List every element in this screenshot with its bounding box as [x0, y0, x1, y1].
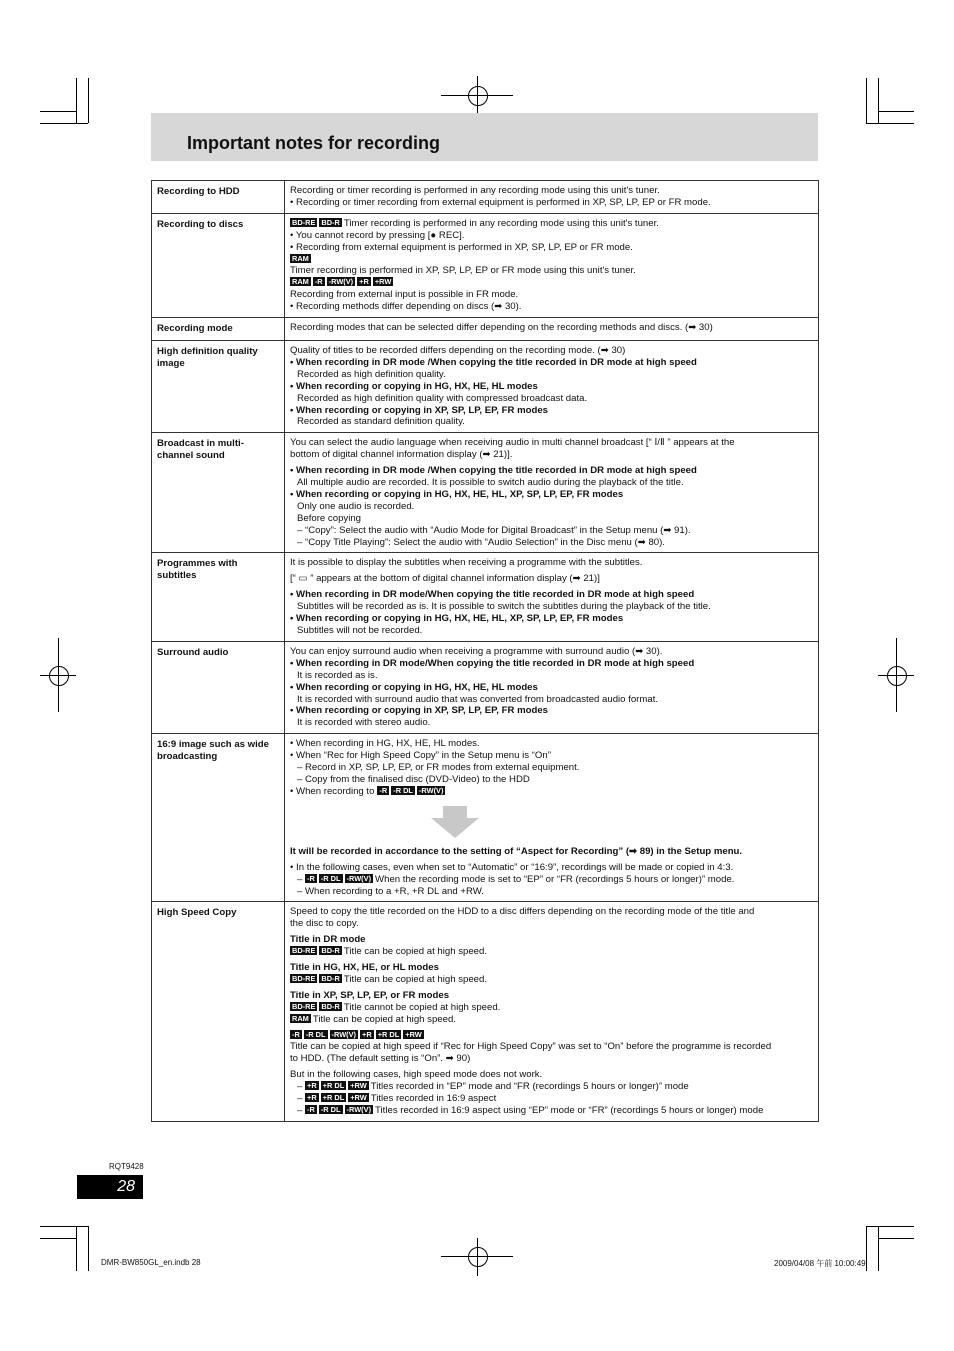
doc-code: RQT9428: [109, 1162, 144, 1171]
text-line: [290, 289, 813, 301]
line-text: Speed to copy the title recorded on the HDD to a disc differs depending on the recording mode of the title and: [290, 906, 755, 918]
crop-mark: [878, 78, 879, 123]
row-content: [285, 902, 819, 1122]
line-text: It will be recorded in accordance to the setting of “Aspect for Recording” (➡ 89) in the Setup menu.: [290, 845, 743, 857]
disc-badge: BD-RE: [292, 217, 316, 227]
line-text: Before copying: [297, 512, 361, 524]
text-line: [290, 1081, 813, 1093]
text-line: [290, 322, 813, 334]
crop-mark: [40, 123, 88, 124]
disc-badge: -RW(V): [418, 785, 444, 795]
text-line: [290, 738, 813, 750]
line-text: • When recording or copying in HG, HX, HE, HL modes: [290, 380, 538, 392]
text-line: [290, 658, 813, 670]
line-text: bottom of digital channel information display (➡ 21)].: [290, 449, 513, 461]
row-label: High Speed Copy: [152, 902, 285, 1122]
text-line: [290, 862, 813, 874]
text-line: [290, 990, 813, 1002]
line-text: Titles recorded in “EP” mode and “FR (recordings 5 hours or longer)” mode: [370, 1081, 689, 1093]
text-line: [290, 265, 813, 277]
line-text: • You cannot record by pressing [● REC].: [290, 229, 465, 241]
crop-mark: [878, 1226, 879, 1271]
text-line: [290, 1053, 813, 1065]
text-line: [290, 1030, 813, 1042]
disc-badge: +R DL: [322, 1093, 345, 1103]
row-label: Recording mode: [152, 318, 285, 341]
text-line: [290, 416, 813, 428]
line-text: – “Copy Title Playing”: Select the audio with “Audio Selection” in the Disc menu (➡ 80).: [297, 536, 665, 548]
text-line: [290, 381, 813, 393]
row-content: [285, 213, 819, 317]
line-text: Recording or timer recording is performed in any recording mode using this unit's tuner.: [290, 185, 660, 196]
table-row: [152, 553, 819, 641]
text-line: [290, 369, 813, 381]
line-text: It is possible to display the subtitles when receiving a programme with the subtitles.: [290, 557, 643, 569]
text-line: [290, 846, 813, 858]
text-line: [290, 301, 813, 313]
line-text: • Recording from external equipment is performed in XP, SP, LP, EP or FR mode.: [290, 241, 633, 253]
text-line: [290, 1105, 813, 1117]
line-prefix: –: [297, 1105, 306, 1116]
table-row: [152, 213, 819, 317]
line-text: It is recorded with stereo audio.: [297, 717, 431, 729]
row-label: Programmes with subtitles: [152, 553, 285, 641]
line-text: [“ ▭ ” appears at the bottom of digital channel information display (➡ 21)]: [290, 573, 600, 585]
text-line: [290, 694, 813, 706]
text-line: [290, 625, 813, 637]
registration-circle: [468, 86, 488, 106]
disc-badge: -R: [307, 873, 315, 883]
disc-badge: BD-R: [321, 946, 340, 956]
line-text: • Recording methods differ depending on discs (➡ 30).: [290, 301, 522, 313]
text-line: [290, 405, 813, 417]
text-line: [290, 786, 813, 798]
text-line: [290, 185, 813, 197]
line-text: Title can be copied at high speed.: [343, 946, 488, 958]
text-line: [290, 762, 813, 774]
line-text: – “Copy”: Select the audio with “Audio Mode for Digital Broadcast” in the Setup menu (➡ 91).: [297, 524, 691, 536]
text-line: [290, 1002, 813, 1014]
page-number: 28: [77, 1175, 143, 1199]
disc-badge: +R: [307, 1081, 317, 1091]
disc-badge: -RW(V): [346, 1105, 372, 1114]
row-label: High definition quality image: [152, 340, 285, 432]
line-text: It is recorded as is.: [297, 669, 378, 681]
disc-badge: -RW(V): [328, 277, 354, 287]
disc-badge: -R: [292, 1029, 300, 1039]
crop-mark: [88, 1226, 89, 1271]
disc-badge: -R: [307, 1105, 315, 1114]
text-line: [290, 393, 813, 405]
file-name: DMR-BW850GL_en.indb 28: [101, 1258, 201, 1267]
line-text: Title in XP, SP, LP, EP, or FR modes: [290, 989, 450, 1001]
text-line: [290, 646, 813, 658]
text-line: [290, 906, 813, 918]
text-line: [290, 717, 813, 729]
notes-table: [151, 180, 819, 1122]
text-line: [290, 1041, 813, 1053]
table-row: [152, 902, 819, 1122]
row-content: [285, 734, 819, 902]
crop-mark: [866, 1226, 914, 1227]
table-row: [152, 641, 819, 733]
text-line: [290, 477, 813, 489]
crop-mark: [76, 1226, 77, 1271]
line-text: • When recording or copying in HG, HX, HE, HL, XP, SP, LP, EP, FR modes: [290, 613, 624, 625]
text-line: [290, 682, 813, 694]
disc-badge: -RW(V): [331, 1029, 357, 1039]
text-line: [290, 197, 813, 209]
line-text: Quality of titles to be recorded differs depending on the recording mode. (➡ 30): [290, 344, 626, 356]
row-label: Surround audio: [152, 641, 285, 733]
disc-badge: -R DL: [305, 1029, 326, 1039]
row-content: [285, 553, 819, 641]
line-text: You can select the audio language when receiving audio in multi channel broadcast [“ Ⅰ/Ⅱ ” appears at the: [290, 437, 735, 449]
text-line: [290, 874, 813, 886]
line-text: • When recording in DR mode/When copying the title recorded in DR mode at high speed: [290, 589, 695, 601]
text-line: [290, 1093, 813, 1105]
line-prefix: –: [297, 1093, 306, 1105]
text-line: [290, 589, 813, 601]
crop-mark: [76, 78, 77, 123]
table-row: [152, 340, 819, 432]
row-content: [285, 340, 819, 432]
text-line: [290, 946, 813, 958]
disc-badge: +RW: [374, 277, 392, 287]
text-line: [290, 525, 813, 537]
line-text: Timer recording is performed in XP, SP, LP, EP or FR mode using this unit's tuner.: [290, 265, 636, 277]
line-prefix: –: [297, 1081, 306, 1093]
text-line: [290, 705, 813, 717]
line-text: – Record in XP, SP, LP, EP, or FR modes from external equipment.: [297, 762, 580, 774]
text-line: [290, 670, 813, 682]
text-line: [290, 1069, 813, 1081]
text-line: [290, 573, 813, 585]
row-content: [285, 181, 819, 214]
line-text: Title cannot be copied at high speed.: [343, 1001, 501, 1013]
line-text: • In the following cases, even when set to “Automatic” or “16:9”, recordings will be made or copied in 4:3.: [290, 861, 734, 873]
line-text: Recorded as high definition quality.: [297, 368, 446, 380]
text-line: [290, 918, 813, 930]
line-text: • When recording or copying in XP, SP, LP, EP, FR modes: [290, 404, 549, 416]
timestamp: 2009/04/08 午前 10:00:49: [774, 1259, 866, 1268]
line-text: Recorded as high definition quality with compressed broadcast data.: [297, 392, 588, 404]
line-text: • When recording in DR mode /When copying the title recorded in DR mode at high speed: [290, 465, 697, 477]
disc-badge: -R DL: [320, 873, 341, 883]
text-line: [290, 750, 813, 762]
disc-badge: BD-R: [321, 973, 340, 983]
line-text: Titles recorded in 16:9 aspect using “EP” mode or “FR” (recordings 5 hours or longer) mode: [375, 1105, 764, 1116]
line-text: • Recording or timer recording from external equipment is performed in XP, SP, LP, EP or FR mode.: [290, 196, 711, 208]
text-line: [290, 218, 813, 230]
disc-badge: +R: [362, 1029, 372, 1039]
disc-badge: BD-RE: [292, 1001, 316, 1011]
disc-badge: BD-RE: [292, 946, 316, 956]
text-line: [290, 774, 813, 786]
line-text: Title can be copied at high speed.: [312, 1013, 456, 1025]
text-line: [290, 613, 813, 625]
crop-mark: [866, 78, 867, 123]
line-text: Title in HG, HX, HE, or HL modes: [290, 962, 439, 974]
line-text: Title in DR mode: [290, 934, 366, 946]
line-text: Subtitles will be recorded as is. It is possible to switch the subtitles during the playback of the title.: [297, 601, 711, 613]
text-line: [290, 489, 813, 501]
disc-badge: +RW: [405, 1029, 422, 1039]
disc-badge: BD-R: [321, 217, 340, 227]
disc-badge: BD-RE: [292, 973, 316, 983]
line-text: Recording modes that can be selected differ depending on the recording methods and discs. (➡ 30): [290, 322, 713, 334]
text-line: [290, 886, 813, 898]
line-text: Only one audio is recorded.: [297, 500, 415, 512]
text-line: [290, 974, 813, 986]
table-row: [152, 433, 819, 553]
crop-mark: [40, 1238, 76, 1239]
line-text: Timer recording is performed in any recording mode using this unit's tuner.: [343, 217, 659, 229]
line-text: • When recording or copying in HG, HX, HE, HL modes: [290, 681, 538, 693]
text-line: [290, 1014, 813, 1026]
text-line: [290, 449, 813, 461]
down-arrow-icon: [290, 798, 813, 846]
text-line: [290, 230, 813, 242]
disc-badge: +RW: [350, 1081, 367, 1091]
line-text: • When recording in DR mode /When copying the title recorded in DR mode at high speed: [290, 356, 697, 368]
line-text: When the recording mode is set to “EP” or “FR (recordings 5 hours or longer)” mode.: [375, 873, 735, 885]
line-text: Title can be copied at high speed.: [343, 973, 488, 985]
registration-circle: [468, 1247, 488, 1267]
disc-badge: RAM: [292, 253, 309, 263]
line-text: Recording from external input is possible in FR mode.: [290, 289, 519, 301]
disc-badge: +R: [359, 277, 369, 287]
disc-badge: +R DL: [377, 1029, 400, 1039]
text-line: [290, 345, 813, 357]
line-text: • When recording in HG, HX, HE, HL modes.: [290, 738, 480, 750]
line-text: • When recording in DR mode/When copying the title recorded in DR mode at high speed: [290, 657, 695, 669]
disc-badge: -R: [379, 785, 388, 795]
line-text: All multiple audio are recorded. It is possible to switch audio during the playback of the title.: [297, 477, 684, 489]
text-line: [290, 557, 813, 569]
line-text: Titles recorded in 16:9 aspect: [370, 1093, 497, 1105]
line-text: – When recording to a +R, +R DL and +RW.: [297, 885, 484, 897]
crop-mark: [878, 1238, 914, 1239]
line-text: • When recording to: [290, 785, 375, 797]
text-line: [290, 601, 813, 613]
disc-badge: +R: [307, 1093, 317, 1103]
table-row: [152, 734, 819, 902]
disc-badge: +R DL: [322, 1081, 345, 1091]
row-content: [285, 433, 819, 553]
table-row: [152, 318, 819, 341]
registration-circle: [887, 666, 907, 686]
text-line: [290, 934, 813, 946]
crop-mark: [866, 1226, 867, 1271]
text-line: [290, 242, 813, 254]
line-text: • When recording or copying in XP, SP, LP, EP, FR modes: [290, 705, 549, 717]
text-line: [290, 962, 813, 974]
crop-mark: [40, 1226, 88, 1227]
text-line: [290, 357, 813, 369]
row-label: Recording to discs: [152, 213, 285, 317]
line-text: Recorded as standard definition quality.: [297, 416, 465, 428]
line-text: You can enjoy surround audio when receiving a programme with surround audio (➡ 30).: [290, 645, 663, 657]
page-title: Important notes for recording: [187, 133, 441, 153]
line-prefix: –: [297, 873, 306, 885]
line-text: But in the following cases, high speed mode does not work.: [290, 1069, 543, 1081]
line-text: Title can be copied at high speed if “Rec for High Speed Copy” was set to “On” before the programme is recorded: [290, 1041, 772, 1053]
disc-badge: -R DL: [393, 785, 413, 795]
disc-badge: BD-R: [321, 1001, 340, 1011]
line-text: the disc to copy.: [290, 918, 359, 930]
crop-mark: [878, 111, 914, 112]
crop-mark: [866, 123, 914, 124]
disc-badge: -R DL: [320, 1105, 341, 1114]
registration-circle: [49, 666, 69, 686]
text-line: [290, 513, 813, 525]
disc-badge: +RW: [350, 1093, 367, 1103]
row-content: [285, 641, 819, 733]
text-line: [290, 465, 813, 477]
page-header: [151, 113, 818, 161]
line-text: • When “Rec for High Speed Copy” in the Setup menu is “On”: [290, 750, 551, 762]
row-label: Broadcast in multi-channel sound: [152, 433, 285, 553]
text-line: [290, 254, 813, 266]
text-line: [290, 277, 813, 289]
line-text: It is recorded with surround audio that was converted from broadcasted audio format.: [297, 693, 659, 705]
disc-badge: RAM: [292, 277, 309, 287]
line-text: to HDD. (The default setting is “On”. ➡ 90): [290, 1053, 471, 1065]
disc-badge: RAM: [292, 1013, 309, 1023]
text-line: [290, 537, 813, 549]
crop-mark: [88, 78, 89, 123]
line-text: • When recording or copying in HG, HX, HE, HL, XP, SP, LP, EP, FR modes: [290, 488, 624, 500]
row-label: Recording to HDD: [152, 181, 285, 214]
row-content: [285, 318, 819, 341]
table-row: [152, 181, 819, 214]
text-line: [290, 437, 813, 449]
line-text: – Copy from the finalised disc (DVD-Video) to the HDD: [297, 773, 530, 785]
disc-badge: -RW(V): [346, 873, 372, 883]
row-label: 16:9 image such as wide broadcasting: [152, 734, 285, 902]
text-line: [290, 501, 813, 513]
line-text: Subtitles will not be recorded.: [297, 625, 423, 636]
disc-badge: -R: [314, 277, 323, 287]
crop-mark: [40, 111, 76, 112]
